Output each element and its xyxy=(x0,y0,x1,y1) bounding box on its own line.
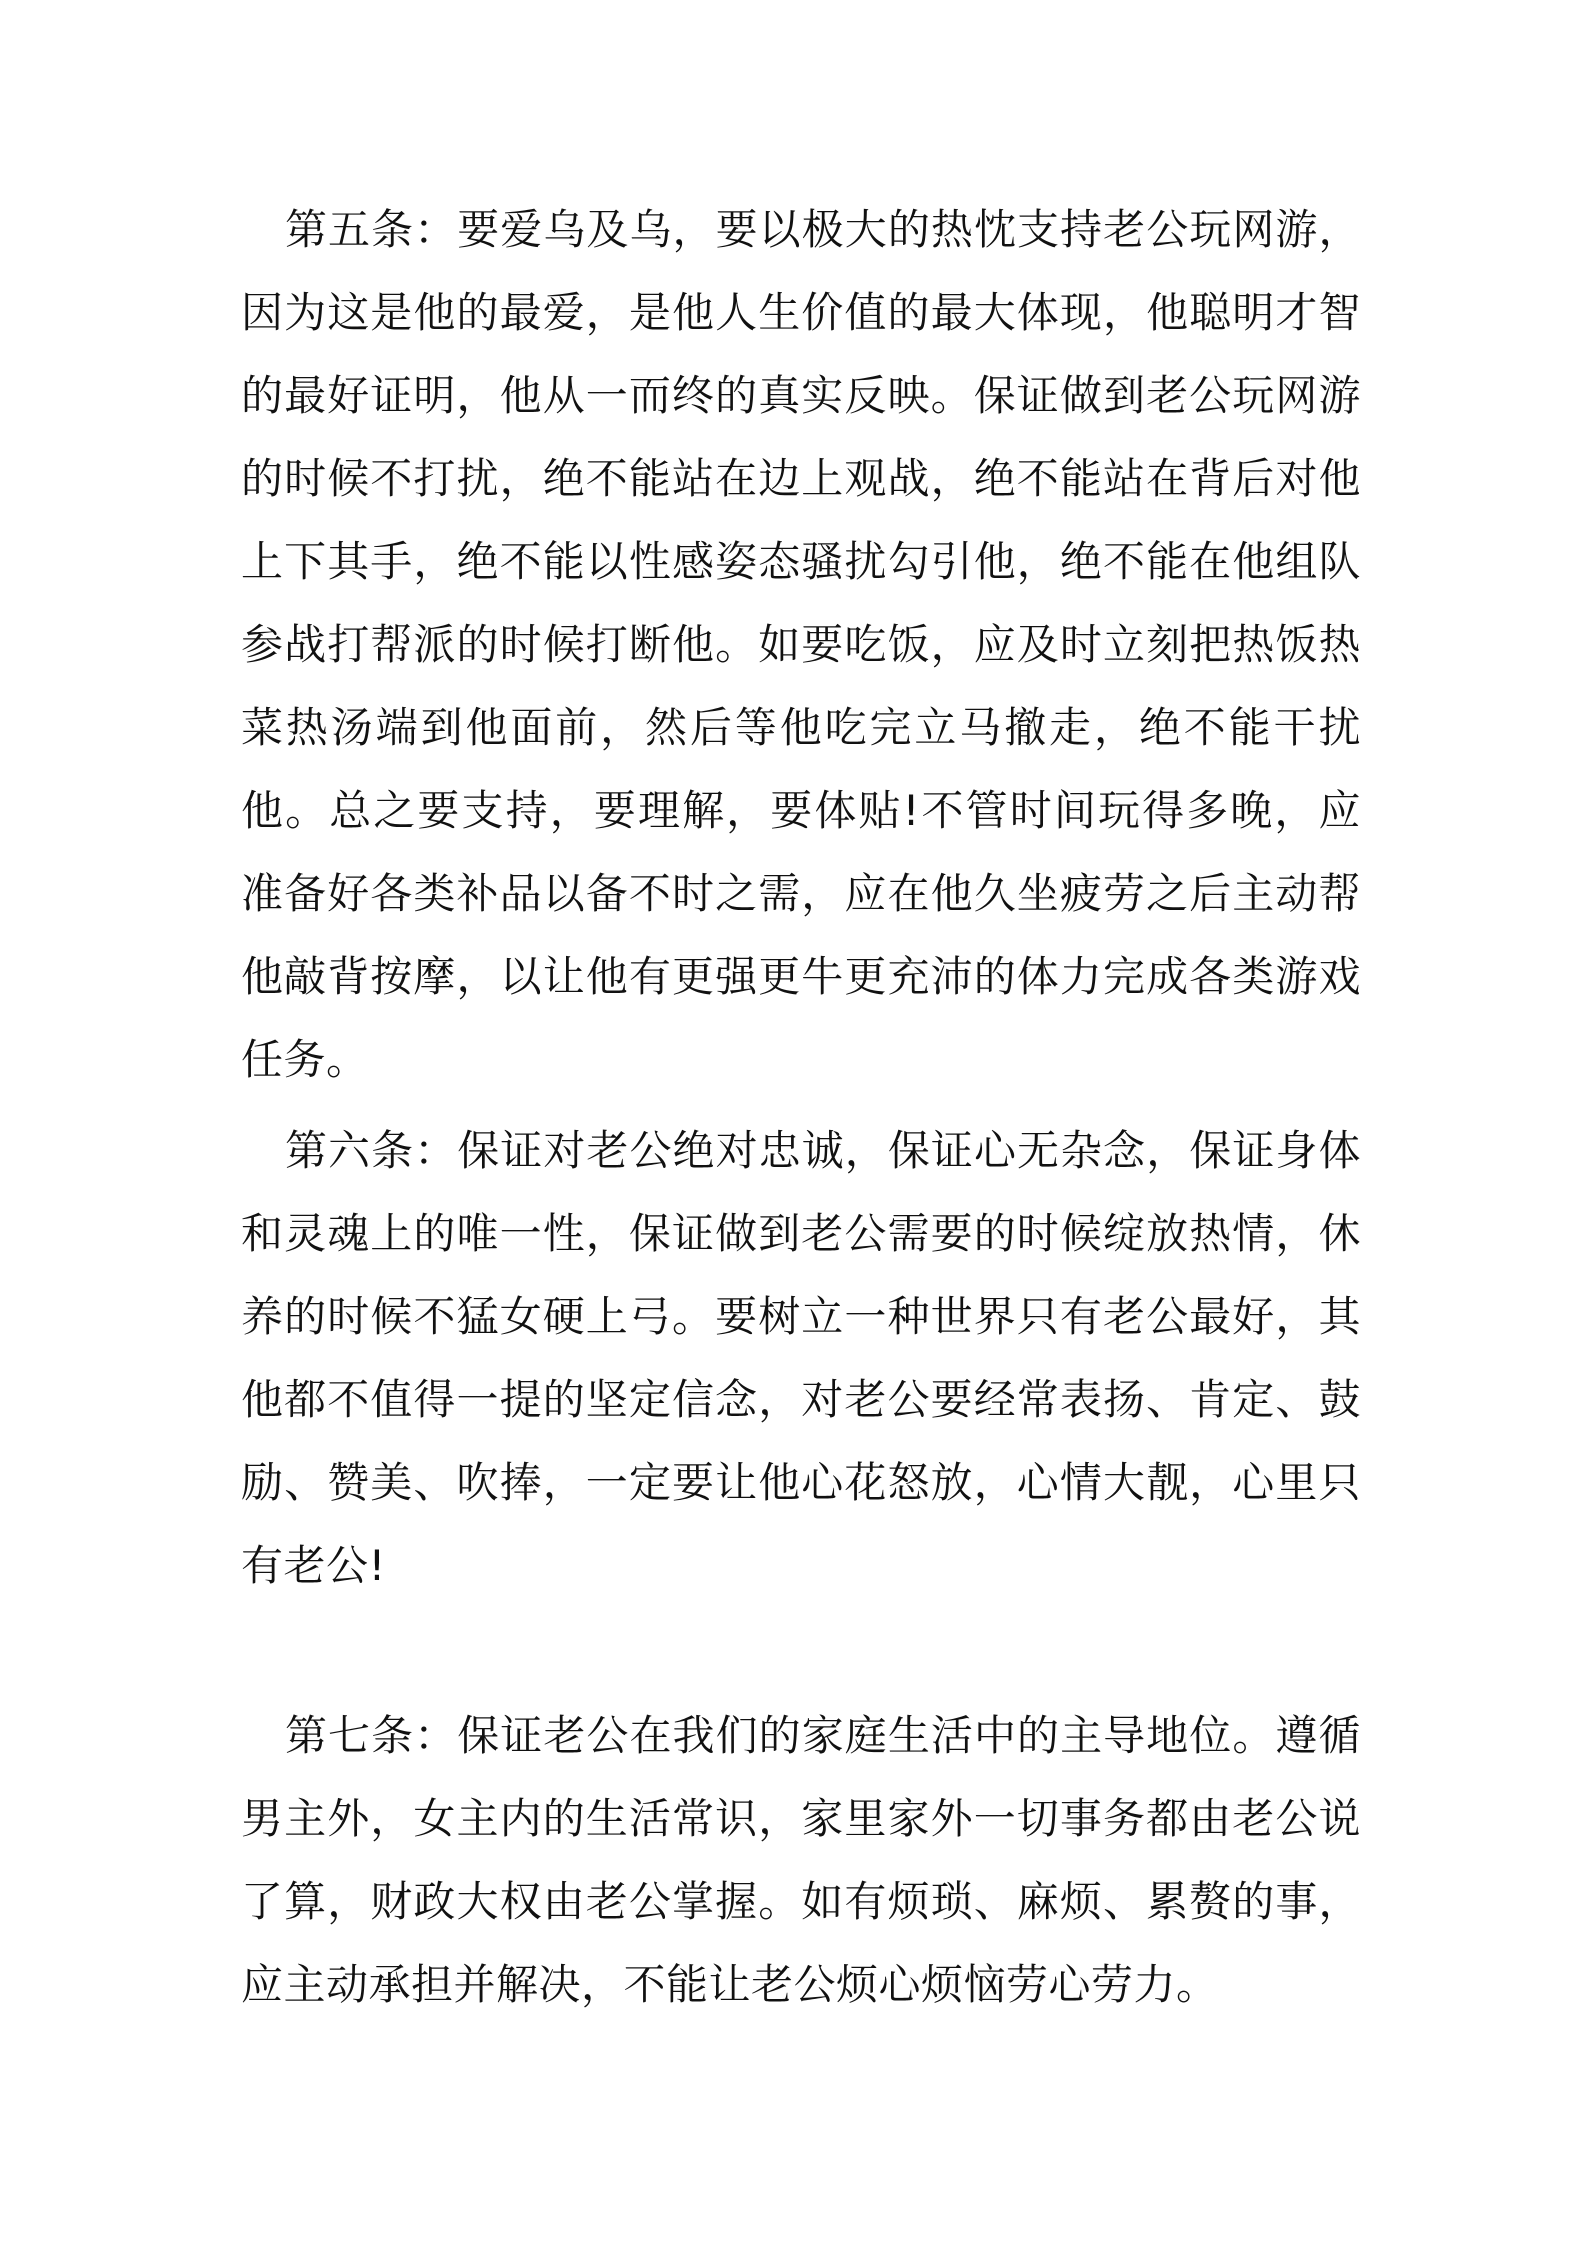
article-paragraph-5: 第五条：要爱乌及乌，要以极大的热忱支持老公玩网游，因为这是他的最爱，是他人生价值的最大体现，他聪明才智的最好证明，他从一而终的真实反映。保证做到老公玩网游的时候不打扰，绝不能站在边上观战，绝不能站在背后对他上下其手，绝不能以性感姿态骚扰勾引他，绝不能在他组队参战打帮派的时候打断他。如要吃饭，应及时立刻把热饭热菜热汤端到他面前，然后等他吃完立马撤走，绝不能干扰他。总之要支持，要理解，要体贴!不管时间玩得多晚，应准备好各类补品以备不时之需，应在他久坐疲劳之后主动帮他敲背按摩，以让他有更强更牛更充沛的体力完成各类游戏任务。 xyxy=(241,205,1361,1084)
article-paragraph-6: 第六条：保证对老公绝对忠诚，保证心无杂念，保证身体和灵魂上的唯一性，保证做到老公需要的时候绽放热情，休养的时候不猛女硬上弓。要树立一种世界只有老公最好，其他都不值得一提的坚定信念，对老公要经常表扬、肯定、鼓励、赞美、吹捧，一定要让他心花怒放，心情大靓，心里只有老公! xyxy=(241,1126,1361,1590)
article-paragraph-7: 第七条：保证老公在我们的家庭生活中的主导地位。遵循男主外，女主内的生活常识，家里家外一切事务都由老公说了算，财政大权由老公掌握。如有烦琐、麻烦、累赘的事，应主动承担并解决，不能让老公烦心烦恼劳心劳力。 xyxy=(241,1711,1361,2009)
